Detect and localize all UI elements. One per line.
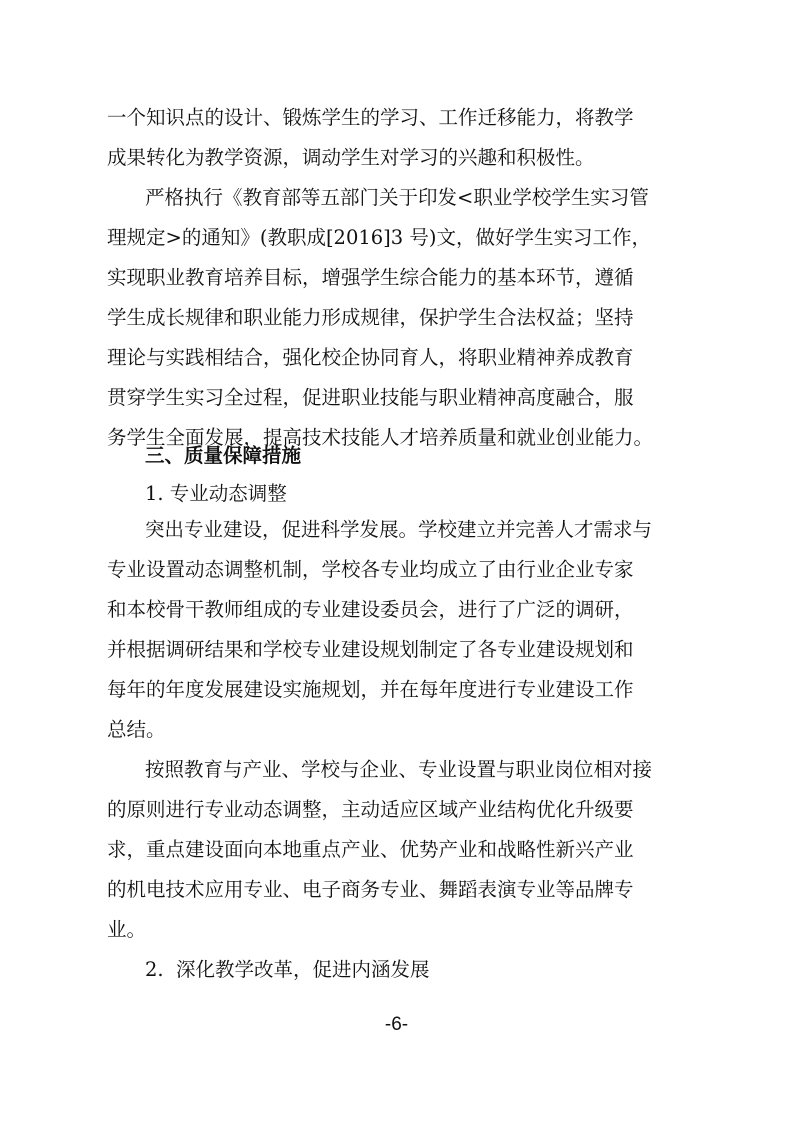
body-text-line: 总结。	[107, 718, 166, 741]
paragraph-first-line: 突出专业建设，促进科学发展。学校建立并完善人才需求与	[145, 518, 653, 541]
paragraph-first-line: 按照教育与产业、学校与企业、专业设置与职业岗位相对接	[145, 758, 653, 781]
body-text-line: 成果转化为教学资源，调动学生对学习的兴趣和积极性。	[107, 146, 595, 169]
body-text-line: 专业设置动态调整机制，学校各专业均成立了由行业企业专家	[107, 558, 634, 581]
body-text-line: 每年的年度发展建设实施规划，并在每年度进行专业建设工作	[107, 678, 634, 701]
body-text-line: 的原则进行专业动态调整，主动适应区域产业结构优化升级要	[107, 798, 634, 821]
body-text-line: 的机电技术应用专业、电子商务专业、舞蹈表演专业等品牌专	[107, 878, 634, 901]
section-heading: 三、质量保障措施	[145, 444, 302, 467]
body-text-line: 学生成长规律和职业能力形成规律，保护学生合法权益；坚持	[107, 306, 634, 329]
body-text-line: 求，重点建设面向本地重点产业、优势产业和战略性新兴产业	[107, 838, 634, 861]
body-text-line: 务学生全面发展，提高技术技能人才培养质量和就业创业能力。	[107, 426, 654, 449]
paragraph-first-line: 严格执行《教育部等五部门关于印发<职业学校学生实习管	[145, 186, 649, 209]
body-text-line: 理规定>的通知》(教职成[2016]3 号)文，做好学生实习工作，	[107, 226, 652, 249]
body-text-line: 实现职业教育培养目标，增强学生综合能力的基本环节，遵循	[107, 266, 634, 289]
body-text-line: 业。	[107, 918, 147, 941]
body-text-line: 并根据调研结果和学校专业建设规划制定了各专业建设规划和	[107, 638, 634, 661]
subsection-heading: 1. 专业动态调整	[145, 482, 287, 505]
body-text-line: 和本校骨干教师组成的专业建设委员会，进行了广泛的调研，	[107, 598, 634, 621]
page-number: -6-	[384, 1014, 409, 1035]
body-text-line: 贯穿学生实习全过程，促进职业技能与职业精神高度融合，服	[107, 386, 634, 409]
body-text-line: 理论与实践相结合，强化校企协同育人，将职业精神养成教育	[107, 346, 634, 369]
subsection-heading: 2. 深化教学改革，促进内涵发展	[145, 958, 430, 981]
body-text-line: 一个知识点的设计、锻炼学生的学习、工作迁移能力，将教学	[107, 106, 634, 129]
